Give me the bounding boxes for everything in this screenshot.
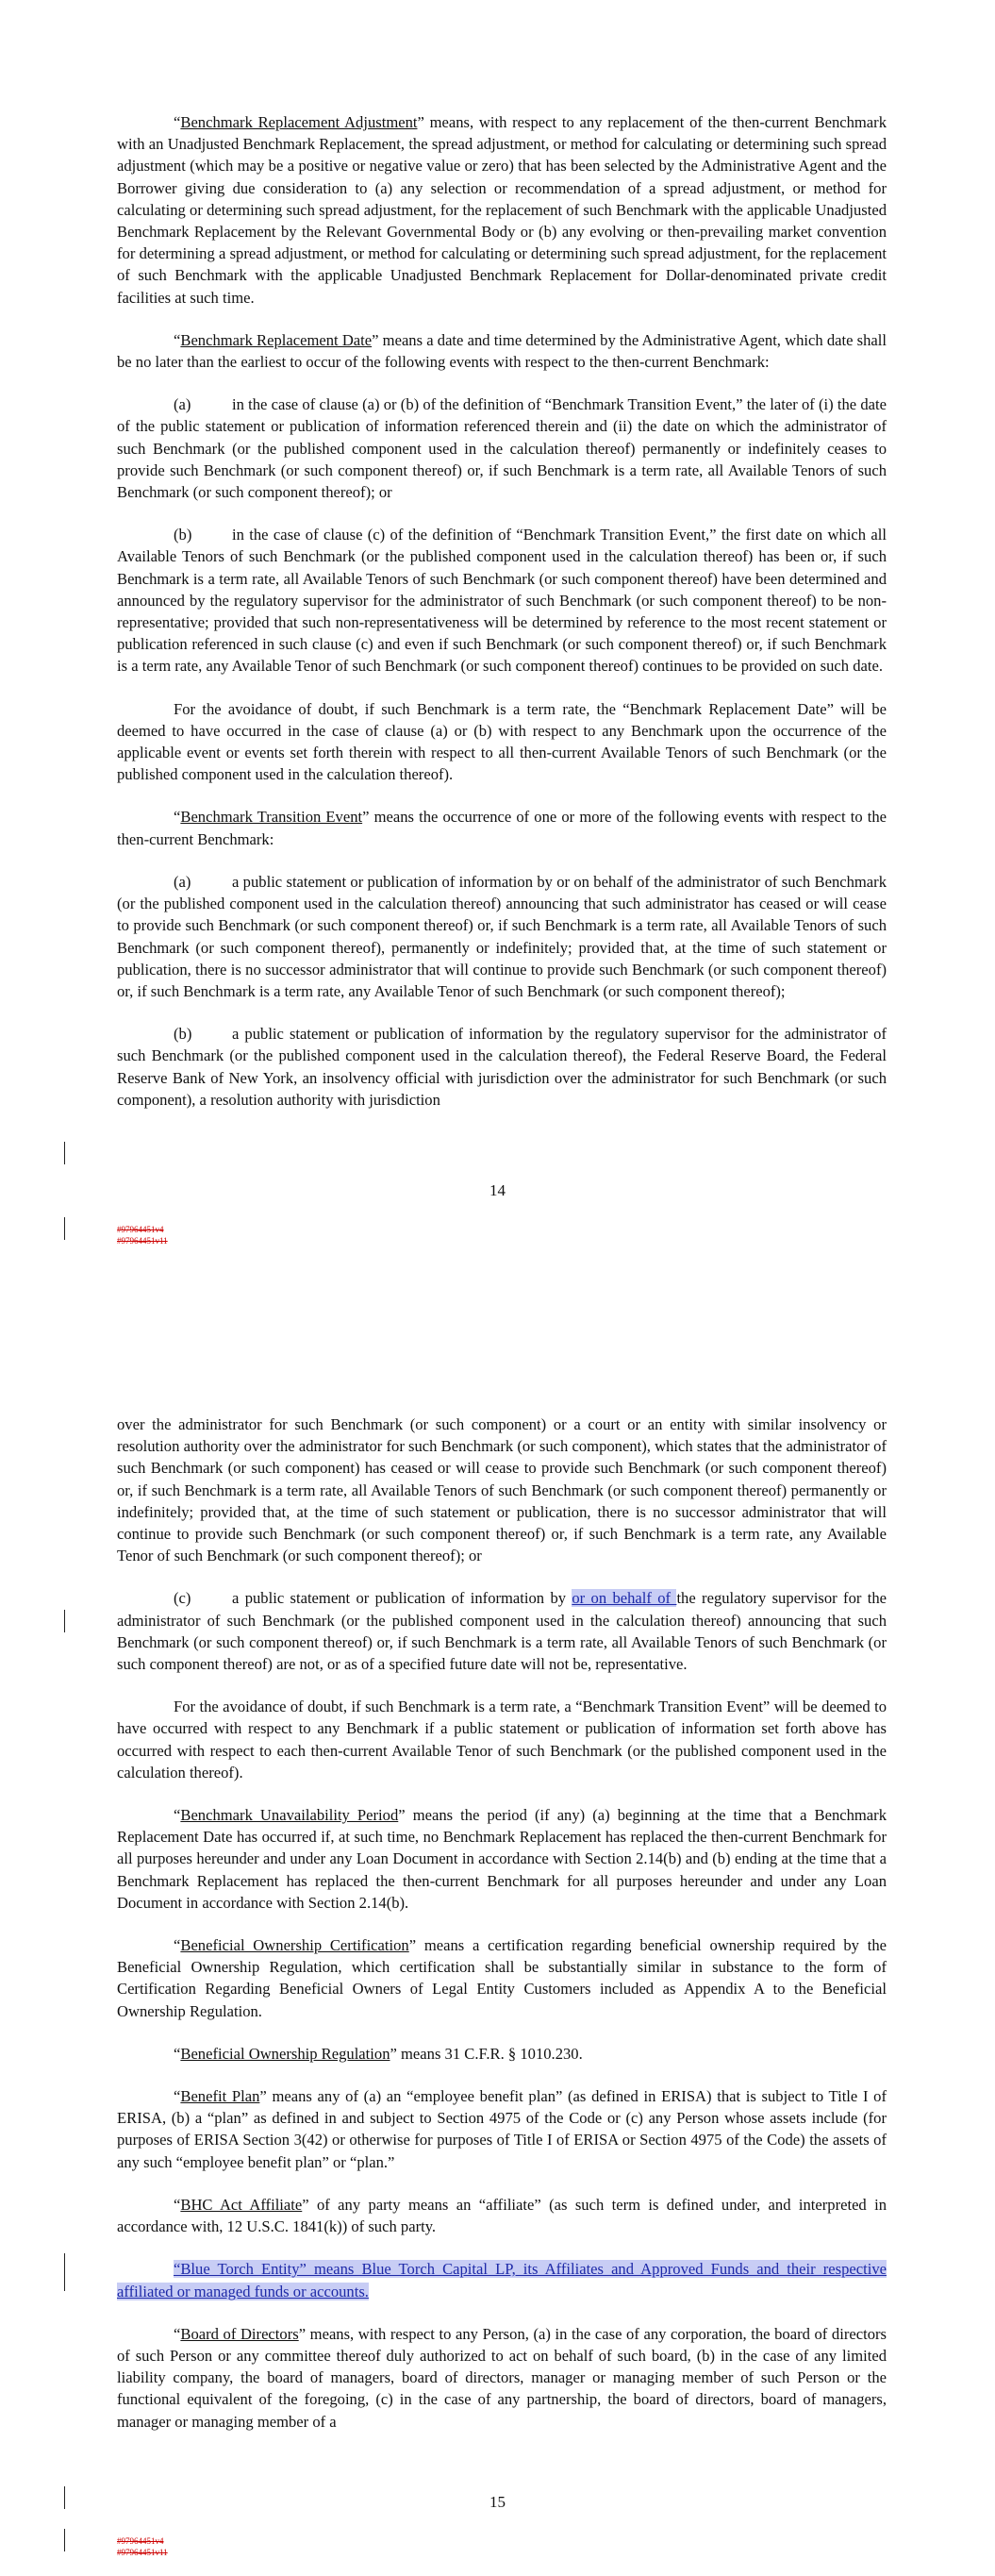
clause-label: (b)	[174, 526, 192, 544]
clause-label: (a)	[174, 395, 191, 414]
change-bar	[64, 1142, 65, 1164]
change-bar	[64, 2529, 65, 2551]
defined-term: Board of Directors	[180, 2324, 299, 2343]
definition-benefit-plan: “Benefit Plan” means any of (a) an “employee benefit plan” (as defined in ERISA) that is subject to Title I of ERISA, (b) a “plan” as defined in and subject to Section 4975 of the Code or (c) any Person whose assets include (for purposes of ERISA Section 3(42) or otherwise for purposes of Title I of ERISA or Section 4975 of the Code) the assets of any such “employee benefit plan” or “plan.”	[117, 2087, 887, 2171]
continuation-paragraph: over the administrator for such Benchmark (or such component) or a court or an entity with similar insolvency or resolution authority over the administrator for such Benchmark (or such component), which states that the administrator of such Benchmark (or such component) has ceased or will cease to provide such Benchmark (or such component thereof) or, if such Benchmark is a term rate, all Available Tenors of such Benchmark (or such component thereof) permanently or indefinitely; provided that, at the time of such statement or publication, there is no successor administrator that will continue to provide such Benchmark (or such component thereof) or, if such Benchmark is a term rate, any Available Tenor of such Benchmark (or such component thereof); or	[117, 1415, 887, 1565]
document-ids	[117, 1224, 168, 1246]
clause-label: (b)	[174, 1025, 192, 1044]
definition-beneficial-ownership-certification: “Beneficial Ownership Certification” means a certification regarding beneficial ownership required by the Beneficial Ownership Regulation, which certification shall be substantially similar in substance to the form of Certification Regarding Beneficial Owners of Legal Entity Customers included as Appendix A to the Beneficial Ownership Regulation.	[117, 1936, 887, 2020]
definition-bhc-act-affiliate: “BHC Act Affiliate” of any party means an “affiliate” (as such term is defined under, and interpreted in accordance with, 12 U.S.C. 1841(k)) of such party.	[117, 2195, 887, 2236]
change-bar	[64, 1610, 65, 1632]
doc-id-old: #97964451v4	[117, 1225, 164, 1234]
definition-blue-torch-entity	[117, 2258, 887, 2301]
defined-term: Benchmark Unavailability Period	[180, 1806, 399, 1825]
defined-term: BHC Act Affiliate	[180, 2195, 303, 2214]
definition-benchmark-replacement-date: “Benchmark Replacement Date” means a date and time determined by the Administrative Agent, which date shall be no later than the earliest to occur of the following events with respect to the then-current Benchmark:	[117, 330, 887, 372]
clause-label: (a)	[174, 872, 191, 891]
definition-beneficial-ownership-regulation: “Beneficial Ownership Regulation” means 31 C.F.R. § 1010.230.	[174, 2044, 583, 2063]
clause-c: (c) a public statement or publication of information by or on behalf of the regulatory supervisor for the administrator of such Benchmark (or the published component used in the calculation thereof) announcing that such Benchmark (or such component thereof) or, if such Benchmark is a term rate, all Available Tenors of such Benchmark (or such component thereof) are not, or as of a specified future date will not be, representative.	[117, 1589, 887, 1674]
doc-id-old: #97964451v4	[117, 2536, 164, 2546]
defined-term: Benefit Plan	[180, 2087, 260, 2106]
definition-benchmark-unavailability-period: “Benchmark Unavailability Period” means the period (if any) (a) beginning at the time that a Benchmark Replacement Date has occurred if, at such time, no Benchmark Replacement has replaced the then-current Benchmark for all purposes hereunder and under any Loan Document in accordance with Section 2.14(b) and (b) ending at the time that a Benchmark Replacement has replaced the then-current Benchmark for all purposes hereunder and under any Loan Document in accordance with Section 2.14(b).	[117, 1806, 887, 1912]
clause-label: (c)	[174, 1589, 191, 1608]
clause-a: (a) a public statement or publication of information by or on behalf of the administrator of such Benchmark (or the published component used in the calculation thereof) announcing that such administrator has ceased or will cease to provide such Benchmark (or such component thereof) or, if such Benchmark is a term rate, all Available Tenors of such Benchmark (or such component thereof), permanently or indefinitely; provided that, at the time of such statement or publication, there is no successor administrator that will continue to provide such Benchmark (or such component thereof) or, if such Benchmark is a term rate, any Available Tenor of such Benchmark (or such component thereof);	[117, 872, 887, 1000]
change-bar	[64, 1217, 65, 1240]
defined-term: Benchmark Transition Event	[180, 808, 363, 827]
defined-term: Benchmark Replacement Adjustment	[180, 113, 418, 131]
doc-id-new: #97964451v11	[117, 2548, 168, 2557]
clause-b: (b) in the case of clause (c) of the definition of “Benchmark Transition Event,” the first date on which all Available Tenors of such Benchmark (or the published component used in the calculation thereof) has been or, if such Benchmark is a term rate, all Available Tenors of such Benchmark (or such component thereof) have been determined and announced by the regulatory supervisor for the administrator of such Benchmark (or such component thereof) to be non-representative; provided that such non-representativeness will be determined by reference to the most recent statement or publication referenced in such clause (c) and even if such Benchmark (or such component thereof) or, if such Benchmark is a term rate, any Available Tenor of such Benchmark (or such component thereof) continues to be provided on such date.	[117, 526, 887, 676]
defined-term: Benchmark Replacement Date	[180, 330, 373, 349]
page-15-body	[117, 1413, 887, 2433]
inserted-text: or on behalf of	[572, 1589, 677, 1608]
clause-a: (a) in the case of clause (a) or (b) of the definition of “Benchmark Transition Event,” the later of (i) the date of the public statement or publication of information referenced therein and (ii) the date on which the administrator of such Benchmark (or the published component used in the calculation thereof) permanently or indefinitely ceases to provide such Benchmark (or such component thereof) or, if such Benchmark is a term rate, all Available Tenors of such Benchmark (or such component thereof); or	[117, 395, 887, 502]
defined-term: Beneficial Ownership Regulation	[180, 2044, 390, 2063]
defined-term: Beneficial Ownership Certification	[180, 1936, 409, 1955]
page-number: 14	[489, 1181, 506, 1199]
avoidance-of-doubt-paragraph: For the avoidance of doubt, if such Benchmark is a term rate, the “Benchmark Replacement Date” will be deemed to have occurred in the case of clause (a) or (b) with respect to any Benchmark upon the occurrence of the applicable event or events set forth therein with respect to all then-current Available Tenors of such Benchmark (or the published component used in the calculation thereof).	[117, 699, 887, 784]
page-number: 15	[489, 2493, 506, 2511]
doc-id-new: #97964451v11	[117, 1236, 168, 1246]
page-15	[0, 1302, 995, 2576]
avoidance-of-doubt-paragraph: For the avoidance of doubt, if such Benchmark is a term rate, a “Benchmark Transition Event” will be deemed to have occurred with respect to any Benchmark if a public statement or publication of information set forth above has occurred with respect to each then-current Available Tenor of such Benchmark (or the published component used in the calculation thereof).	[117, 1698, 887, 1781]
page-14-body	[117, 111, 887, 1111]
clause-b: (b) a public statement or publication of information by the regulatory supervisor for the administrator of such Benchmark (or the published component used in the calculation thereof), the Federal Reserve Board, the Federal Reserve Bank of New York, an insolvency official with jurisdiction over the administrator for such Benchmark (or such component), a resolution authority with jurisdiction	[117, 1025, 887, 1109]
document-ids	[117, 2535, 168, 2558]
definition-benchmark-transition-event: “Benchmark Transition Event” means the occurrence of one or more of the following events with respect to the then-current Benchmark:	[117, 808, 887, 848]
change-bar	[64, 2253, 65, 2291]
inserted-definition: “Blue Torch Entity” means Blue Torch Capital LP, its Affiliates and Approved Funds and their respective affiliated or managed funds or accounts.	[117, 2260, 887, 2300]
definition-board-of-directors: “Board of Directors” means, with respect to any Person, (a) in the case of any corporation, the board of directors of such Person or any committee thereof duly authorized to act on behalf of such board, (b) in the case of any limited liability company, the board of managers, board of directors, manager or managing member of such Person or the functional equivalent of the foregoing, (c) in the case of any partnership, the board of directors, board of managers, manager or managing member of a	[117, 2324, 887, 2431]
definition-benchmark-replacement-adjustment: “Benchmark Replacement Adjustment” means, with respect to any replacement of the then-current Benchmark with an Unadjusted Benchmark Replacement, the spread adjustment, or method for calculating or determining such spread adjustment (which may be a positive or negative value or zero) that has been selected by the Administrative Agent and the Borrower giving due consideration to (a) any selection or recommendation of a spread adjustment, or method for calculating or determining such spread adjustment, for the replacement of such Benchmark with the applicable Unadjusted Benchmark Replacement by the Relevant Governmental Body or (b) any evolving or then-prevailing market convention for determining a spread adjustment, or method for calculating or determining such spread adjustment, for the replacement of such Benchmark with the applicable Unadjusted Benchmark Replacement for Dollar-denominated private credit facilities at such time.	[117, 113, 887, 307]
